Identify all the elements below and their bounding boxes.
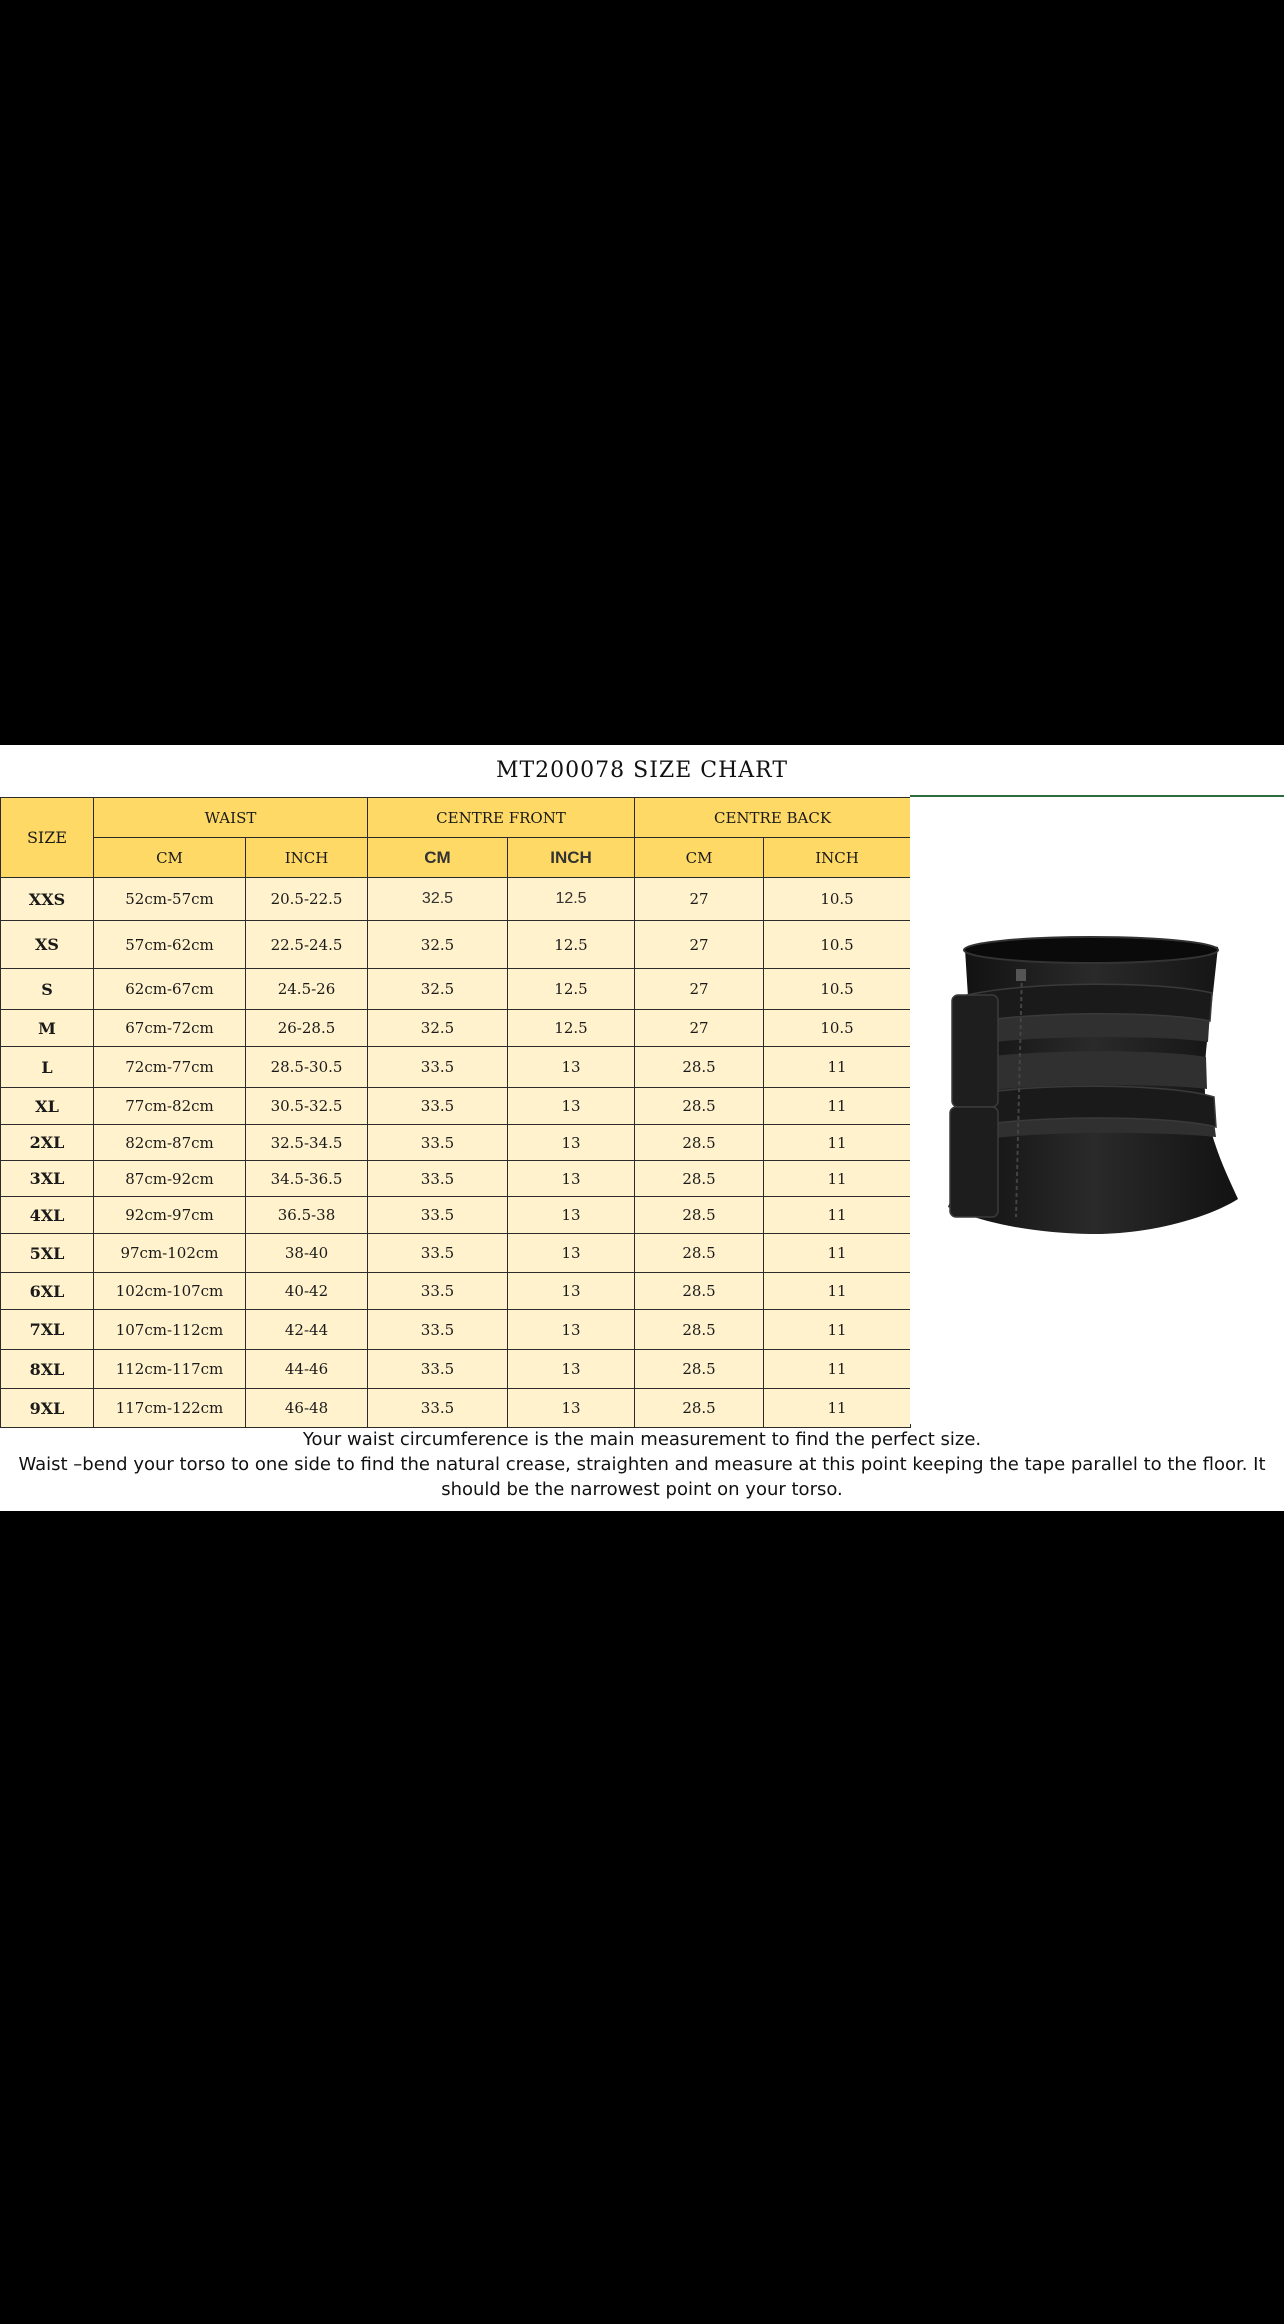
cell-front-inch: 13	[508, 1350, 635, 1389]
cell-back-cm: 28.5	[635, 1350, 764, 1389]
cell-back-inch: 11	[764, 1125, 911, 1161]
cell-back-inch: 10.5	[764, 1010, 911, 1047]
cell-waist-inch: 34.5-36.5	[246, 1161, 368, 1197]
cell-waist-cm: 102cm-107cm	[94, 1273, 246, 1310]
cell-front-cm: 33.5	[368, 1234, 508, 1273]
cell-front-cm: 33.5	[368, 1161, 508, 1197]
cell-front-inch: 13	[508, 1047, 635, 1088]
header-centre-front: CENTRE FRONT	[368, 798, 635, 838]
cell-back-inch: 11	[764, 1088, 911, 1125]
cell-front-inch: 12.5	[508, 969, 635, 1010]
table-row	[1, 1350, 911, 1389]
cell-size: XS	[1, 921, 94, 969]
cell-back-inch: 10.5	[764, 878, 911, 921]
waist-trainer-photo-icon	[910, 797, 1284, 1424]
cell-waist-cm: 57cm-62cm	[94, 921, 246, 969]
table-row	[1, 1088, 911, 1125]
table-row	[1, 1161, 911, 1197]
cell-front-cm: 32.5	[368, 921, 508, 969]
table-row	[1, 1273, 911, 1310]
measurement-notes	[0, 1427, 1284, 1502]
cell-front-inch: 13	[508, 1197, 635, 1234]
cell-waist-cm: 87cm-92cm	[94, 1161, 246, 1197]
cell-front-cm: 32.5	[368, 878, 508, 921]
cell-back-inch: 11	[764, 1047, 911, 1088]
table-row	[1, 921, 911, 969]
cell-size: 7XL	[1, 1310, 94, 1350]
cell-size: 6XL	[1, 1273, 94, 1310]
header-centre-back: CENTRE BACK	[635, 798, 911, 838]
cell-back-inch: 11	[764, 1389, 911, 1428]
cell-waist-cm: 92cm-97cm	[94, 1197, 246, 1234]
cell-size: 8XL	[1, 1350, 94, 1389]
cell-front-inch: 13	[508, 1389, 635, 1428]
cell-back-cm: 28.5	[635, 1273, 764, 1310]
cell-size: XL	[1, 1088, 94, 1125]
table-row	[1, 1197, 911, 1234]
cell-waist-cm: 82cm-87cm	[94, 1125, 246, 1161]
cell-front-cm: 33.5	[368, 1350, 508, 1389]
cell-back-inch: 11	[764, 1273, 911, 1310]
header-front-inch: INCH	[508, 838, 635, 878]
cell-size: L	[1, 1047, 94, 1088]
cell-waist-inch: 22.5-24.5	[246, 921, 368, 969]
cell-back-inch: 11	[764, 1161, 911, 1197]
cell-waist-inch: 24.5-26	[246, 969, 368, 1010]
table-row	[1, 1047, 911, 1088]
cell-front-cm: 33.5	[368, 1389, 508, 1428]
header-back-cm: CM	[635, 838, 764, 878]
cell-waist-cm: 52cm-57cm	[94, 878, 246, 921]
cell-front-cm: 33.5	[368, 1047, 508, 1088]
cell-back-cm: 28.5	[635, 1088, 764, 1125]
cell-waist-cm: 67cm-72cm	[94, 1010, 246, 1047]
cell-size: 4XL	[1, 1197, 94, 1234]
cell-back-inch: 11	[764, 1310, 911, 1350]
table-row	[1, 878, 911, 921]
cell-back-inch: 10.5	[764, 921, 911, 969]
cell-waist-inch: 46-48	[246, 1389, 368, 1428]
cell-front-cm: 33.5	[368, 1310, 508, 1350]
cell-front-cm: 32.5	[368, 969, 508, 1010]
size-table	[0, 797, 911, 1428]
cell-size: 9XL	[1, 1389, 94, 1428]
table-row	[1, 1234, 911, 1273]
header-size: SIZE	[1, 798, 94, 878]
cell-waist-inch: 36.5-38	[246, 1197, 368, 1234]
cell-size: 5XL	[1, 1234, 94, 1273]
cell-waist-inch: 40-42	[246, 1273, 368, 1310]
table-row	[1, 1010, 911, 1047]
cell-waist-cm: 112cm-117cm	[94, 1350, 246, 1389]
cell-back-cm: 28.5	[635, 1197, 764, 1234]
cell-size: S	[1, 969, 94, 1010]
cell-waist-inch: 26-28.5	[246, 1010, 368, 1047]
cell-back-inch: 11	[764, 1350, 911, 1389]
chart-title: MT200078 SIZE CHART	[495, 758, 789, 783]
cell-back-cm: 27	[635, 878, 764, 921]
note-line-1: Your waist circumference is the main measurement to find the perfect size.	[302, 1429, 982, 1450]
cell-back-cm: 27	[635, 1010, 764, 1047]
cell-front-cm: 33.5	[368, 1197, 508, 1234]
cell-waist-inch: 30.5-32.5	[246, 1088, 368, 1125]
header-waist-cm: CM	[94, 838, 246, 878]
cell-waist-cm: 107cm-112cm	[94, 1310, 246, 1350]
cell-front-cm: 33.5	[368, 1088, 508, 1125]
header-waist-inch: INCH	[246, 838, 368, 878]
table-row	[1, 1310, 911, 1350]
cell-back-cm: 28.5	[635, 1310, 764, 1350]
cell-waist-inch: 20.5-22.5	[246, 878, 368, 921]
product-photo-panel	[910, 797, 1284, 1424]
cell-waist-inch: 38-40	[246, 1234, 368, 1273]
cell-back-inch: 11	[764, 1234, 911, 1273]
cell-waist-inch: 44-46	[246, 1350, 368, 1389]
cell-back-cm: 27	[635, 969, 764, 1010]
table-row	[1, 1125, 911, 1161]
table-row	[1, 1389, 911, 1428]
cell-front-cm: 33.5	[368, 1273, 508, 1310]
header-front-cm: CM	[368, 838, 508, 878]
table-body	[1, 878, 911, 1428]
cell-front-cm: 32.5	[368, 1010, 508, 1047]
cell-waist-cm: 62cm-67cm	[94, 969, 246, 1010]
cell-back-inch: 10.5	[764, 969, 911, 1010]
cell-back-cm: 28.5	[635, 1125, 764, 1161]
cell-back-cm: 28.5	[635, 1234, 764, 1273]
cell-front-inch: 12.5	[508, 921, 635, 969]
cell-waist-inch: 28.5-30.5	[246, 1047, 368, 1088]
cell-front-inch: 12.5	[508, 878, 635, 921]
cell-waist-inch: 32.5-34.5	[246, 1125, 368, 1161]
cell-waist-inch: 42-44	[246, 1310, 368, 1350]
cell-size: M	[1, 1010, 94, 1047]
cell-back-cm: 28.5	[635, 1389, 764, 1428]
table-row	[1, 969, 911, 1010]
cell-front-inch: 13	[508, 1161, 635, 1197]
cell-size: 2XL	[1, 1125, 94, 1161]
header-back-inch: INCH	[764, 838, 911, 878]
header-waist: WAIST	[94, 798, 368, 838]
cell-front-inch: 12.5	[508, 1010, 635, 1047]
cell-size: 3XL	[1, 1161, 94, 1197]
cell-waist-cm: 97cm-102cm	[94, 1234, 246, 1273]
cell-front-inch: 13	[508, 1234, 635, 1273]
cell-front-inch: 13	[508, 1088, 635, 1125]
cell-back-cm: 28.5	[635, 1047, 764, 1088]
cell-back-cm: 28.5	[635, 1161, 764, 1197]
cell-front-inch: 13	[508, 1273, 635, 1310]
cell-waist-cm: 117cm-122cm	[94, 1389, 246, 1428]
cell-size: XXS	[1, 878, 94, 921]
cell-front-inch: 13	[508, 1125, 635, 1161]
size-chart-sheet	[0, 745, 1284, 1511]
cell-waist-cm: 77cm-82cm	[94, 1088, 246, 1125]
cell-front-inch: 13	[508, 1310, 635, 1350]
cell-back-inch: 11	[764, 1197, 911, 1234]
cell-front-cm: 33.5	[368, 1125, 508, 1161]
note-line-2: Waist –bend your torso to one side to find the natural crease, straighten and measure at this point keeping the tape parallel to the floor. It should be the narrowest point on your torso.	[18, 1454, 1266, 1500]
cell-waist-cm: 72cm-77cm	[94, 1047, 246, 1088]
cell-back-cm: 27	[635, 921, 764, 969]
